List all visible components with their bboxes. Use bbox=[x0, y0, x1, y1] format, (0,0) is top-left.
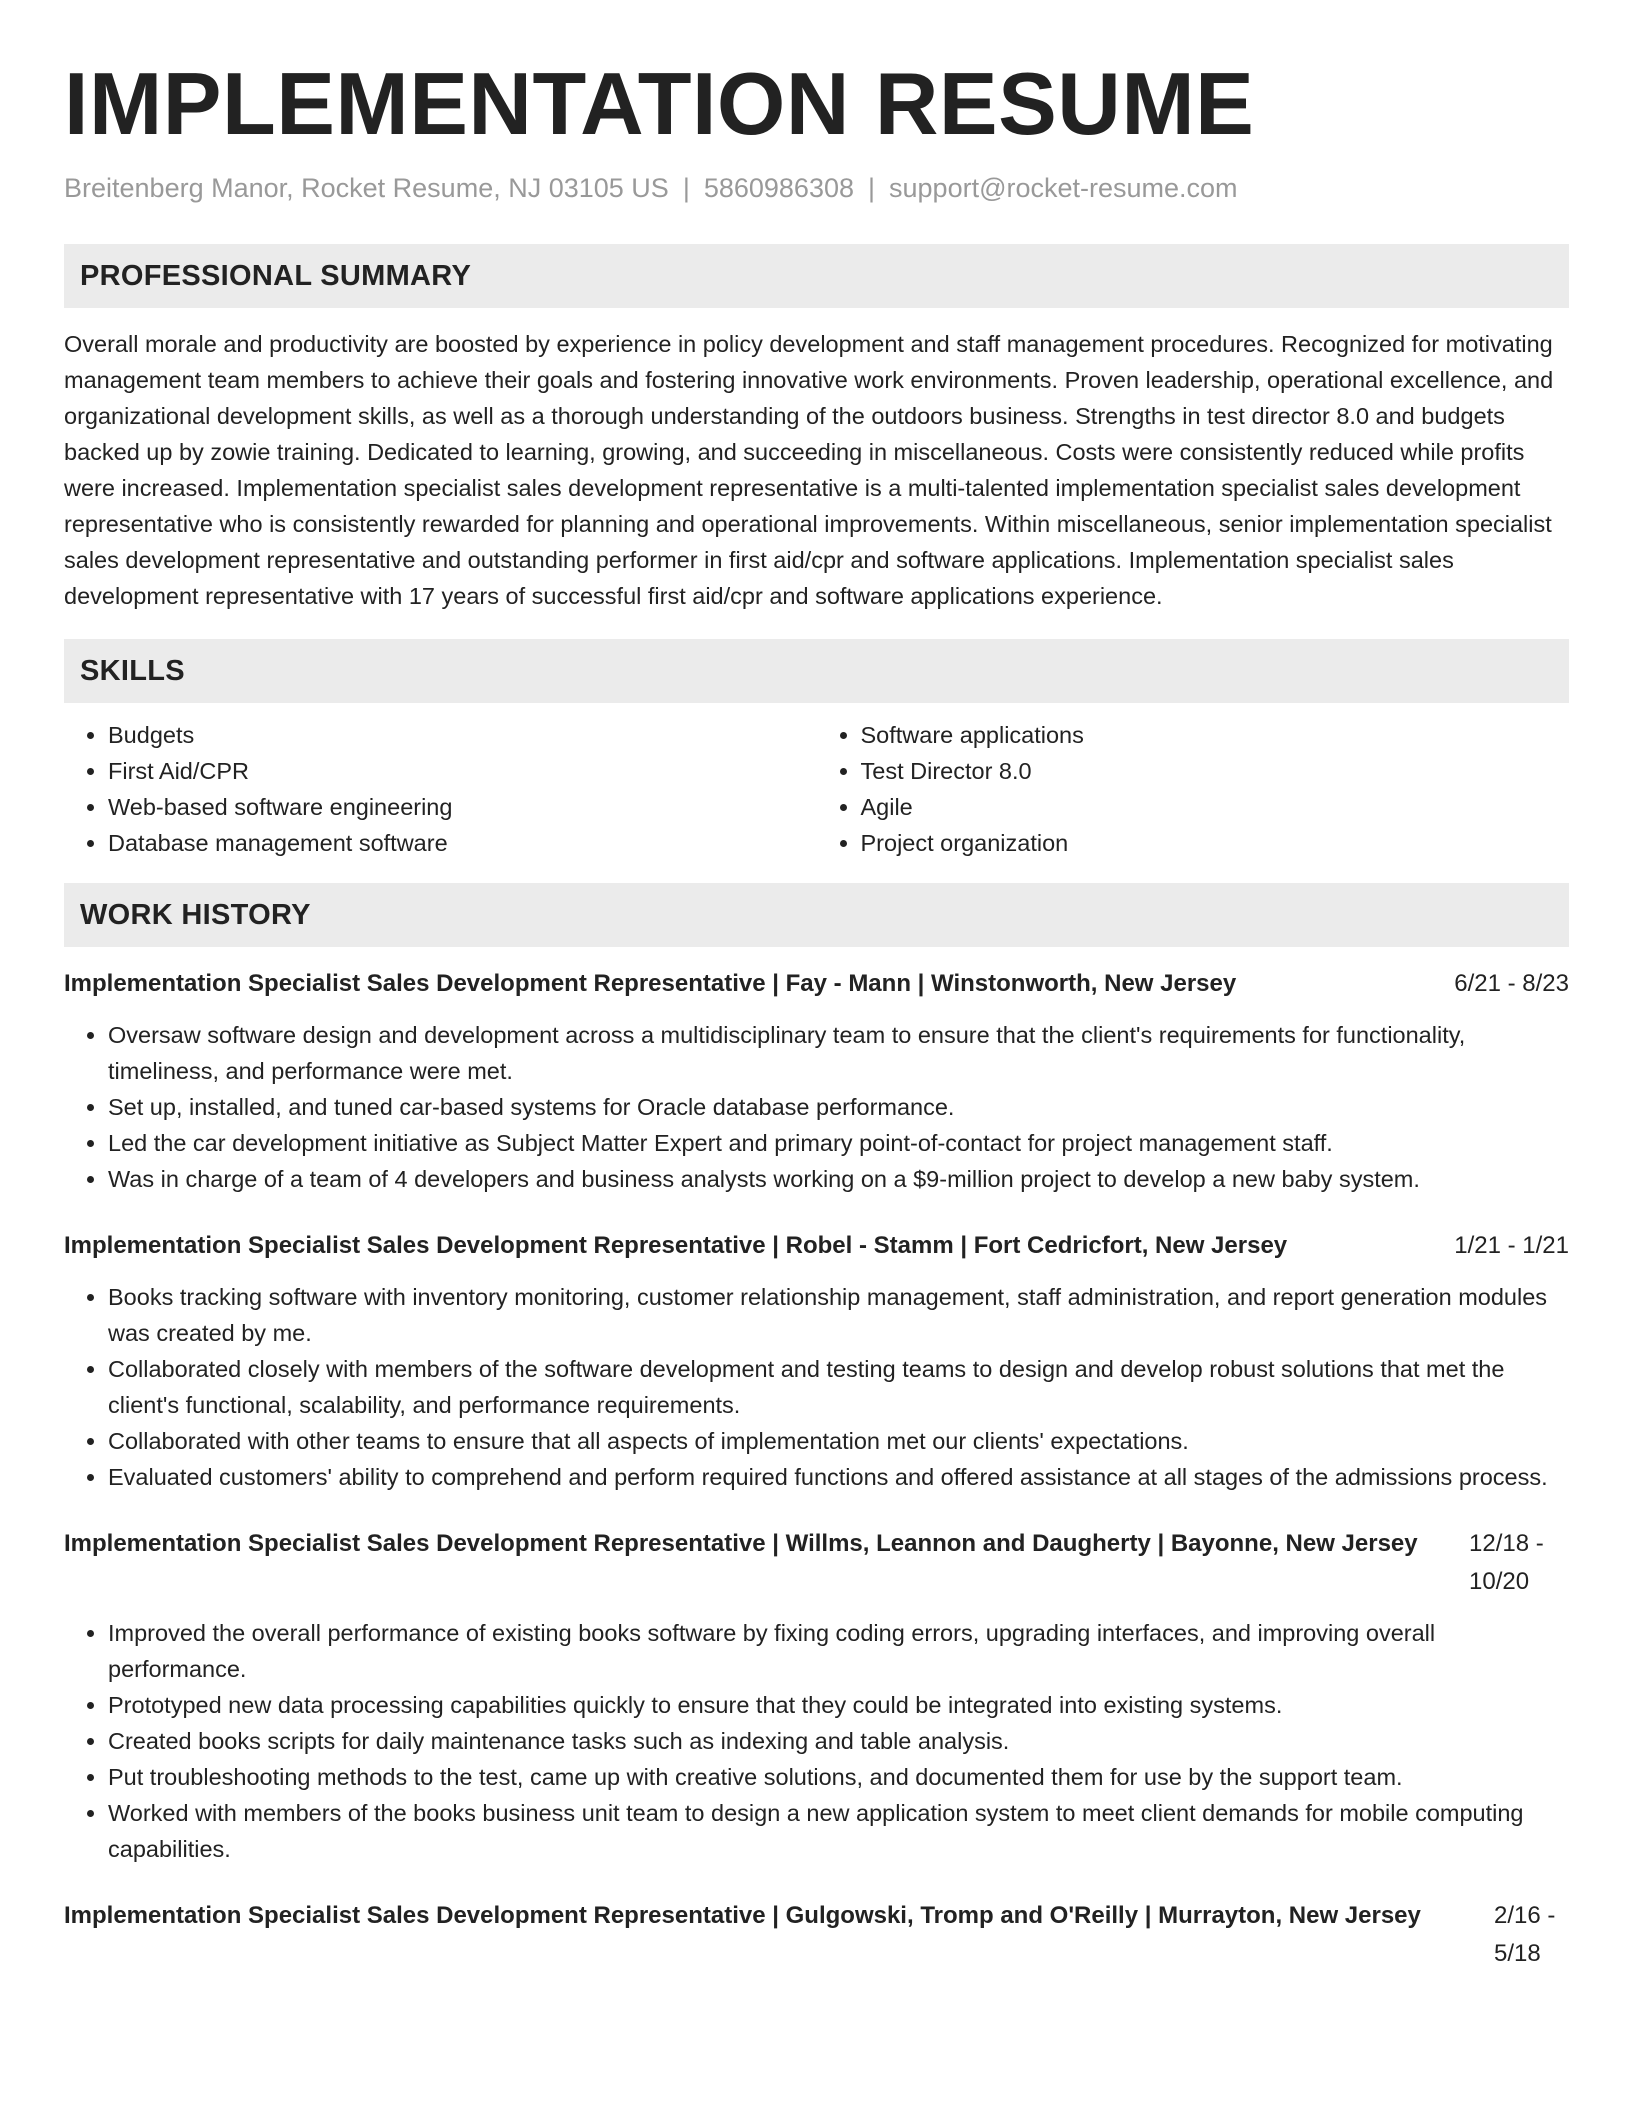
job-bullet: • Oversaw software design and development across a multidisciplinary team to ensure that the client's requirements for functionality, timeliness, and performance were met. bbox=[108, 1017, 1569, 1089]
contact-separator: | bbox=[682, 173, 690, 203]
job-dates: 6/21 - 8/23 bbox=[1454, 970, 1569, 997]
contact-address: Breitenberg Manor, Rocket Resume, NJ 03105 US bbox=[64, 173, 669, 203]
job-title: Implementation Specialist Sales Development Representative | Willms, Leannon and Daugherty | Bayonne, New Jersey bbox=[64, 1530, 1418, 1557]
job-bullet: • Collaborated with other teams to ensure that all aspects of implementation met our clients' expectations. bbox=[108, 1423, 1569, 1459]
job-bullets bbox=[64, 1279, 1569, 1495]
job-bullet: • Worked with members of the books business unit team to design a new application system to meet client demands for mobile computing capabilities. bbox=[108, 1795, 1569, 1867]
skill-item: • Web-based software engineering bbox=[108, 789, 817, 825]
resume-title: IMPLEMENTATION RESUME bbox=[64, 54, 1255, 153]
skills-list bbox=[64, 717, 1569, 861]
skill-item: • Software applications bbox=[861, 717, 1570, 753]
job-bullet: • Led the car development initiative as Subject Matter Expert and primary point-of-contact for project management staff. bbox=[108, 1125, 1569, 1161]
job-bullet: • Books tracking software with inventory monitoring, customer relationship management, staff administration, and report generation modules was created by me. bbox=[108, 1279, 1569, 1351]
job-dates: 12/18 - 10/20 bbox=[1469, 1530, 1544, 1595]
skill-item: • Test Director 8.0 bbox=[861, 753, 1570, 789]
job-bullet: • Prototyped new data processing capabilities quickly to ensure that they could be integrated into existing systems. bbox=[108, 1687, 1569, 1723]
skills-column-right bbox=[817, 717, 1570, 861]
job-header bbox=[64, 1227, 1569, 1265]
contact-phone: 5860986308 bbox=[703, 173, 854, 203]
job-title: Implementation Specialist Sales Development Representative | Fay - Mann | Winstonworth, New Jersey bbox=[64, 970, 1237, 997]
job-bullet: • Evaluated customers' ability to comprehend and perform required functions and offered assistance at all stages of the admissions process. bbox=[108, 1459, 1569, 1495]
job-dates: 2/16 - 5/18 bbox=[1494, 1902, 1556, 1967]
job-bullets bbox=[64, 1615, 1569, 1867]
job-bullet: • Improved the overall performance of existing books software by fixing coding errors, upgrading interfaces, and improving overall performance. bbox=[108, 1615, 1569, 1687]
job-bullets bbox=[64, 1017, 1569, 1197]
job-bullet: • Collaborated closely with members of the software development and testing teams to design and develop robust solutions that met the client's functional, scalability, and performance requirements. bbox=[108, 1351, 1569, 1423]
job-entry bbox=[64, 965, 1569, 1197]
job-entry bbox=[64, 1897, 1569, 1973]
job-title: Implementation Specialist Sales Development Representative | Robel - Stamm | Fort Cedricfort, New Jersey bbox=[64, 1232, 1288, 1259]
work-history-heading: WORK HISTORY bbox=[64, 883, 1569, 947]
job-bullet: • Was in charge of a team of 4 developers and business analysts working on a $9-million project to develop a new baby system. bbox=[108, 1161, 1569, 1197]
contact-email: support@rocket-resume.com bbox=[889, 173, 1238, 203]
summary-text: Overall morale and productivity are boosted by experience in policy development and staff management procedures. Recognized for motivating management team members to achieve their goals and fostering innovative work environments. Proven leadership, operational excellence, and organizational development skills, as well as a thorough understanding of the outdoors business. Strengths in test director 8.0 and budgets backed up by zowie training. Dedicated to learning, growing, and succeeding in miscellaneous. Costs were consistently reduced while profits were increased. Implementation specialist sales development representative is a multi-talented implementation specialist sales development representative who is consistently rewarded for planning and operational improvements. Within miscellaneous, senior implementation specialist sales development representative and outstanding performer in first aid/cpr and software applications. Implementation specialist sales development representative with 17 years of successful first aid/cpr and software applications experience. bbox=[64, 331, 1554, 609]
job-header bbox=[64, 1897, 1569, 1973]
job-entry bbox=[64, 1227, 1569, 1495]
skill-item: • First Aid/CPR bbox=[108, 753, 817, 789]
skill-item: • Agile bbox=[861, 789, 1570, 825]
contact-line bbox=[64, 170, 1569, 206]
job-header bbox=[64, 965, 1569, 1003]
skill-item: • Project organization bbox=[861, 825, 1570, 861]
job-dates: 1/21 - 1/21 bbox=[1454, 1232, 1569, 1259]
skills-column-left bbox=[64, 717, 817, 861]
skill-item: • Budgets bbox=[108, 717, 817, 753]
job-header bbox=[64, 1525, 1569, 1601]
job-bullet: • Set up, installed, and tuned car-based systems for Oracle database performance. bbox=[108, 1089, 1569, 1125]
job-title: Implementation Specialist Sales Development Representative | Gulgowski, Tromp and O'Reilly | Murrayton, New Jersey bbox=[64, 1902, 1421, 1929]
summary-heading: PROFESSIONAL SUMMARY bbox=[64, 244, 1569, 308]
job-bullet: • Created books scripts for daily maintenance tasks such as indexing and table analysis. bbox=[108, 1723, 1569, 1759]
job-entry bbox=[64, 1525, 1569, 1867]
skill-item: • Database management software bbox=[108, 825, 817, 861]
contact-separator: | bbox=[868, 173, 876, 203]
skills-heading: SKILLS bbox=[64, 639, 1569, 703]
job-bullet: • Put troubleshooting methods to the test, came up with creative solutions, and documented them for use by the support team. bbox=[108, 1759, 1569, 1795]
